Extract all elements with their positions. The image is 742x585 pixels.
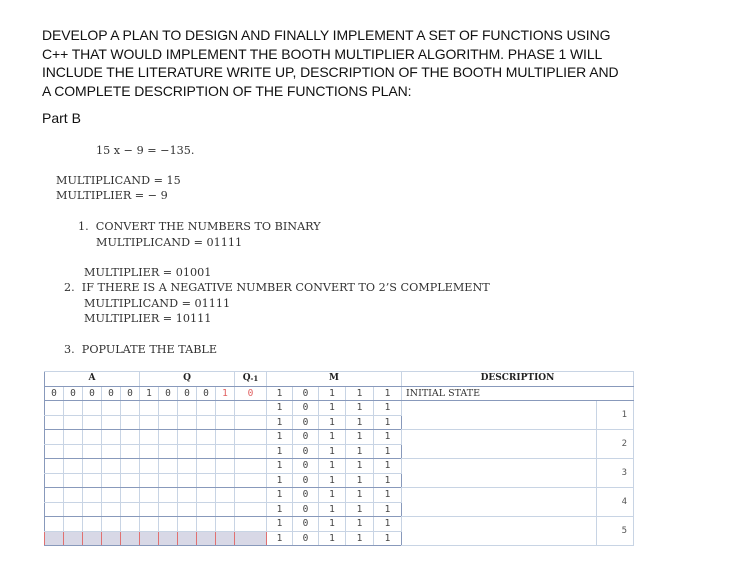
a-bit: [45, 502, 64, 517]
heading-line: DEVELOP A PLAN TO DESIGN AND FINALLY IMPLEMENT A SET OF FUNCTIONS USING: [42, 27, 611, 43]
initial-row: [45, 386, 634, 401]
m-bit: 1: [374, 531, 402, 546]
q-minus-1-bit: [235, 459, 267, 474]
m-bit: 1: [267, 386, 293, 401]
a-bit: [102, 430, 121, 445]
a-bit: [83, 473, 102, 488]
a-bit: [121, 459, 140, 474]
a-bit: [45, 473, 64, 488]
q-bit: 1: [140, 386, 159, 401]
a-bit: [64, 444, 83, 459]
m-bit: 1: [267, 444, 293, 459]
a-bit: [102, 531, 121, 546]
m-bit: 1: [267, 488, 293, 503]
description-cell: [402, 459, 597, 488]
q-bit: [140, 531, 159, 546]
m-bit: 1: [319, 488, 346, 503]
step-number: 4: [597, 488, 634, 517]
q-bit: [197, 430, 216, 445]
a-bit: [83, 531, 102, 546]
a-bit: [102, 502, 121, 517]
q-bit: 1: [216, 386, 235, 401]
m-bit: 1: [319, 502, 346, 517]
q-bit: [178, 430, 197, 445]
q-bit: [216, 444, 235, 459]
q-bit: [197, 459, 216, 474]
a-bit: 0: [102, 386, 121, 401]
q-bit: [197, 415, 216, 430]
a-bit: [121, 488, 140, 503]
m-bit: 1: [267, 502, 293, 517]
a-bit: [83, 488, 102, 503]
a-bit: [45, 488, 64, 503]
step-number: 3: [597, 459, 634, 488]
q-bit: [178, 531, 197, 546]
m-bit: 0: [293, 502, 319, 517]
m-bit: 1: [319, 531, 346, 546]
a-bit: [121, 415, 140, 430]
q-minus-1-bit: [235, 502, 267, 517]
description-cell: [402, 517, 597, 546]
description-cell: INITIAL STATE: [402, 386, 634, 401]
m-bit: 0: [293, 473, 319, 488]
a-bit: [64, 401, 83, 416]
q-minus-1-bit: [235, 430, 267, 445]
q-bit: [216, 502, 235, 517]
q-bit: [140, 430, 159, 445]
m-bit: 1: [346, 473, 374, 488]
q-minus-1-bit: [235, 531, 267, 546]
m-bit: 1: [346, 386, 374, 401]
m-bit: 1: [267, 473, 293, 488]
m-bit: 1: [267, 430, 293, 445]
m-bit: 1: [319, 430, 346, 445]
given-multiplier: MULTIPLIER = − 9: [56, 189, 168, 202]
q-bit: [178, 473, 197, 488]
q-bit: [178, 401, 197, 416]
a-bit: [102, 415, 121, 430]
step-number: 5: [597, 517, 634, 546]
a-bit: [64, 517, 83, 532]
m-bit: 1: [267, 517, 293, 532]
a-bit: [64, 430, 83, 445]
header-q-minus-1-sub: -1: [250, 374, 259, 384]
a-bit: 0: [64, 386, 83, 401]
a-bit: [102, 459, 121, 474]
a-bit: [64, 415, 83, 430]
q-bit: [178, 488, 197, 503]
a-bit: [45, 401, 64, 416]
a-bit: [121, 473, 140, 488]
m-bit: 0: [293, 444, 319, 459]
heading-line: INCLUDE THE LITERATURE WRITE UP, DESCRIPTION OF THE BOOTH MULTIPLIER AND: [42, 64, 619, 80]
q-bit: [216, 517, 235, 532]
a-bit: [83, 415, 102, 430]
m-bit: 1: [346, 517, 374, 532]
m-bit: 0: [293, 415, 319, 430]
step-1-title: 1. CONVERT THE NUMBERS TO BINARY: [78, 220, 321, 233]
step-2-title: 2. IF THERE IS A NEGATIVE NUMBER CONVERT TO 2’S COMPLEMENT: [64, 281, 490, 294]
q-bit: [216, 415, 235, 430]
q-bit: [140, 488, 159, 503]
a-bit: [121, 401, 140, 416]
a-bit: [83, 459, 102, 474]
q-bit: [197, 531, 216, 546]
a-bit: [102, 517, 121, 532]
assignment-heading: [42, 26, 682, 100]
a-bit: [83, 444, 102, 459]
q-bit: [140, 502, 159, 517]
booth-table: [44, 371, 634, 546]
m-bit: 1: [374, 517, 402, 532]
step-number: 1: [597, 401, 634, 430]
m-bit: 1: [374, 444, 402, 459]
a-bit: 0: [45, 386, 64, 401]
q-bit: [178, 444, 197, 459]
step-row: [45, 488, 634, 503]
m-bit: 1: [267, 401, 293, 416]
heading-line: C++ THAT WOULD IMPLEMENT THE BOOTH MULTIPLIER ALGORITHM. PHASE 1 WILL: [42, 45, 603, 62]
q-minus-1-bit: 0: [235, 386, 267, 401]
step-row: [45, 430, 634, 445]
m-bit: 0: [293, 459, 319, 474]
part-label: Part B: [42, 110, 81, 126]
step-2-multiplier: MULTIPLIER = 10111: [84, 312, 212, 325]
m-bit: 1: [319, 517, 346, 532]
step-number: 2: [597, 430, 634, 459]
q-bit: [140, 415, 159, 430]
m-bit: 1: [319, 401, 346, 416]
q-bit: [216, 488, 235, 503]
m-bit: 1: [374, 473, 402, 488]
a-bit: [64, 488, 83, 503]
a-bit: [64, 531, 83, 546]
m-bit: 1: [319, 386, 346, 401]
m-bit: 0: [293, 386, 319, 401]
a-bit: [102, 473, 121, 488]
a-bit: [83, 517, 102, 532]
q-bit: [197, 473, 216, 488]
a-bit: [102, 444, 121, 459]
header-row: [45, 372, 634, 387]
q-bit: [159, 444, 178, 459]
a-bit: [121, 444, 140, 459]
step-1-multiplicand: MULTIPLICAND = 01111: [96, 236, 243, 249]
q-bit: 0: [159, 386, 178, 401]
description-cell: [402, 430, 597, 459]
q-bit: [159, 459, 178, 474]
q-minus-1-bit: [235, 401, 267, 416]
q-bit: [159, 401, 178, 416]
description-cell: [402, 488, 597, 517]
m-bit: 1: [319, 444, 346, 459]
q-bit: [159, 430, 178, 445]
q-bit: [197, 488, 216, 503]
q-bit: [197, 401, 216, 416]
m-bit: 1: [374, 401, 402, 416]
q-bit: [159, 415, 178, 430]
heading-line: A COMPLETE DESCRIPTION OF THE FUNCTIONS PLAN:: [42, 82, 412, 99]
header-description: DESCRIPTION: [402, 372, 634, 387]
header-q-minus-1: [235, 372, 267, 387]
q-bit: [140, 517, 159, 532]
m-bit: 0: [293, 401, 319, 416]
m-bit: 1: [346, 488, 374, 503]
m-bit: 1: [346, 401, 374, 416]
q-bit: [178, 502, 197, 517]
step-2-multiplicand: MULTIPLICAND = 01111: [84, 297, 231, 310]
m-bit: 0: [293, 517, 319, 532]
a-bit: [121, 430, 140, 445]
step-row: [45, 459, 634, 474]
q-bit: [197, 502, 216, 517]
a-bit: [121, 502, 140, 517]
q-bit: [159, 488, 178, 503]
step-1-multiplier: MULTIPLIER = 01001: [84, 266, 212, 279]
q-bit: [140, 401, 159, 416]
a-bit: [102, 401, 121, 416]
a-bit: [83, 502, 102, 517]
m-bit: 1: [374, 415, 402, 430]
a-bit: 0: [121, 386, 140, 401]
q-bit: [140, 444, 159, 459]
given-multiplicand: MULTIPLICAND = 15: [56, 174, 181, 187]
q-bit: [159, 473, 178, 488]
q-bit: 0: [178, 386, 197, 401]
a-bit: [64, 459, 83, 474]
a-bit: [64, 473, 83, 488]
q-bit: 0: [197, 386, 216, 401]
m-bit: 1: [346, 444, 374, 459]
header-a: A: [45, 372, 140, 387]
a-bit: [102, 488, 121, 503]
m-bit: 1: [346, 415, 374, 430]
q-bit: [197, 517, 216, 532]
a-bit: [121, 517, 140, 532]
m-bit: 0: [293, 531, 319, 546]
m-bit: 1: [346, 531, 374, 546]
q-bit: [178, 459, 197, 474]
step-row: [45, 517, 634, 532]
q-minus-1-bit: [235, 473, 267, 488]
m-bit: 1: [346, 502, 374, 517]
a-bit: [45, 430, 64, 445]
description-cell: [402, 401, 597, 430]
m-bit: 0: [293, 430, 319, 445]
q-minus-1-bit: [235, 488, 267, 503]
a-bit: [83, 401, 102, 416]
q-bit: [216, 473, 235, 488]
q-bit: [140, 473, 159, 488]
q-bit: [197, 444, 216, 459]
a-bit: [45, 415, 64, 430]
q-minus-1-bit: [235, 517, 267, 532]
a-bit: [45, 517, 64, 532]
q-bit: [159, 531, 178, 546]
q-bit: [159, 502, 178, 517]
a-bit: 0: [83, 386, 102, 401]
q-bit: [216, 459, 235, 474]
a-bit: [64, 502, 83, 517]
header-q: Q: [140, 372, 235, 387]
q-bit: [178, 415, 197, 430]
m-bit: 1: [374, 459, 402, 474]
q-bit: [216, 531, 235, 546]
m-bit: 1: [374, 386, 402, 401]
a-bit: [45, 459, 64, 474]
q-bit: [216, 401, 235, 416]
m-bit: 1: [346, 459, 374, 474]
header-m: M: [267, 372, 402, 387]
m-bit: 1: [374, 430, 402, 445]
a-bit: [121, 531, 140, 546]
q-bit: [159, 517, 178, 532]
m-bit: 1: [267, 531, 293, 546]
header-q-minus-1-main: Q: [242, 373, 251, 384]
equation: 15 x − 9 = −135.: [96, 144, 195, 157]
q-bit: [178, 517, 197, 532]
q-minus-1-bit: [235, 415, 267, 430]
m-bit: 1: [319, 415, 346, 430]
a-bit: [45, 444, 64, 459]
m-bit: 1: [319, 473, 346, 488]
step-3-title: 3. POPULATE THE TABLE: [64, 343, 218, 356]
q-minus-1-bit: [235, 444, 267, 459]
m-bit: 1: [267, 415, 293, 430]
step-row: [45, 401, 634, 416]
q-bit: [216, 430, 235, 445]
m-bit: 1: [346, 430, 374, 445]
m-bit: 1: [267, 459, 293, 474]
m-bit: 1: [374, 502, 402, 517]
q-bit: [140, 459, 159, 474]
m-bit: 0: [293, 488, 319, 503]
m-bit: 1: [319, 459, 346, 474]
m-bit: 1: [374, 488, 402, 503]
a-bit: [45, 531, 64, 546]
a-bit: [83, 430, 102, 445]
